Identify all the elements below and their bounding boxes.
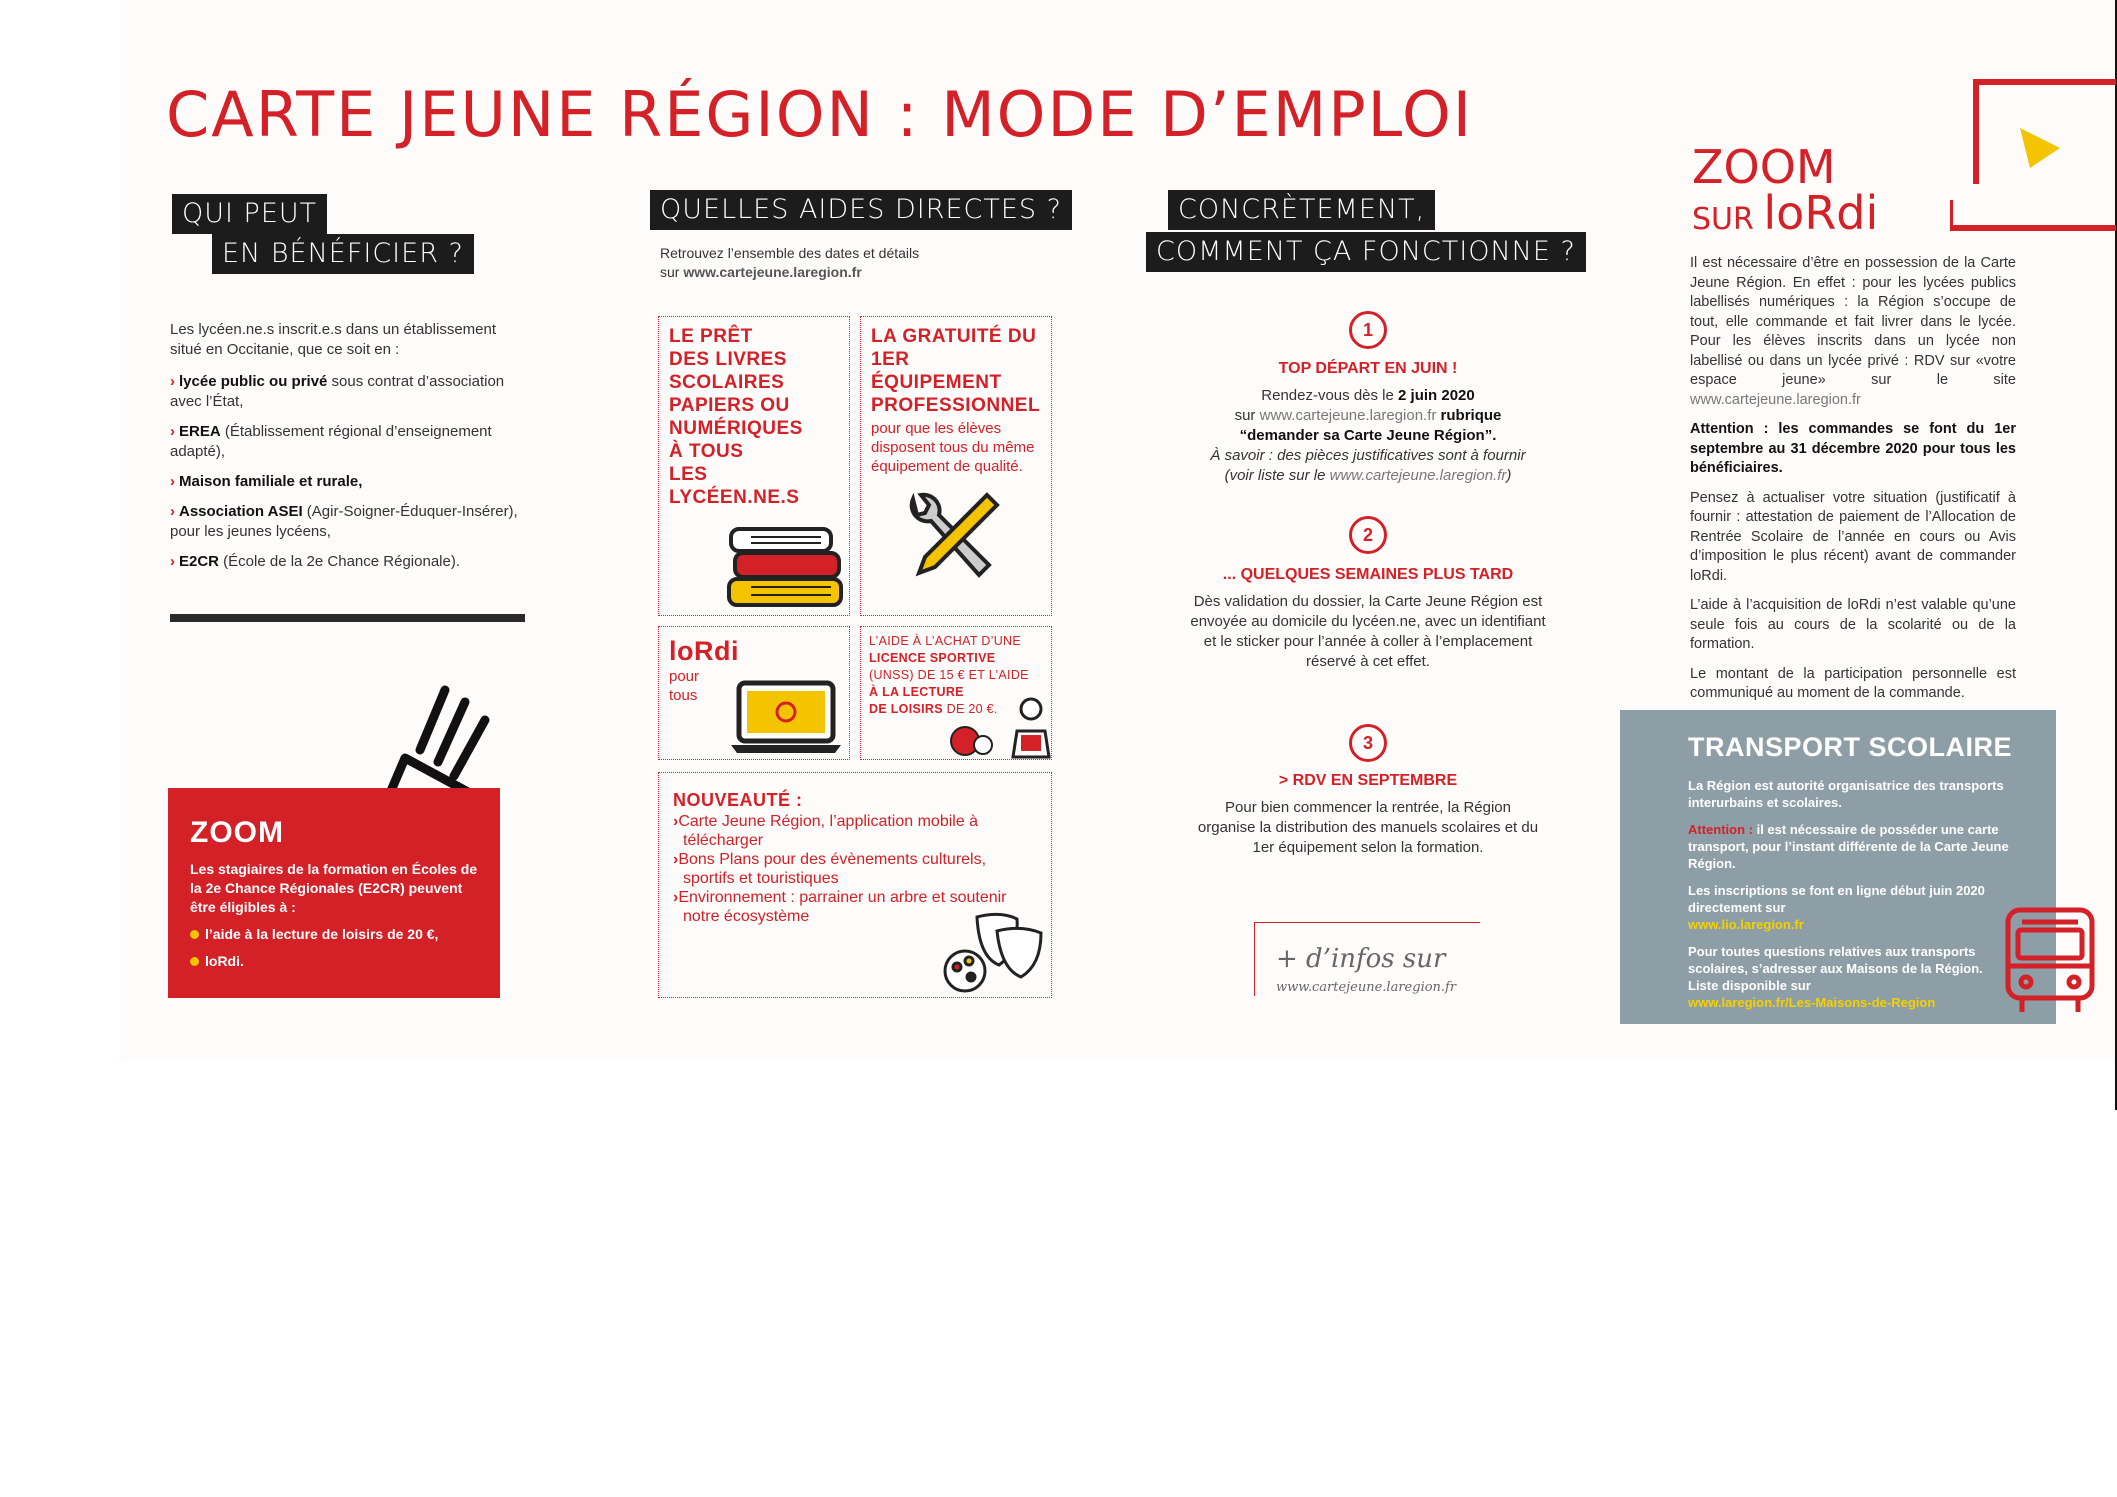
heading-en-beneficier: EN BÉNÉFICIER ? xyxy=(212,234,474,274)
lordi-p4: L’aide à l’acquisition de loRdi n’est valable qu’une seule fois au cours de la scolarité ou de la formation. xyxy=(1690,597,2016,652)
page-title: CARTE JEUNE RÉGION : MODE D’EMPLOI xyxy=(166,78,1474,151)
laptop-icon xyxy=(727,679,845,757)
step-3-text: Pour bien commencer la rentrée, la Région organise la distribution des manuels scolaires et du 1er équipement selon la formation. xyxy=(1197,799,1539,856)
eligibility-section xyxy=(170,320,525,582)
zoom-lordi-title: ZOOM SUR loRdi xyxy=(1692,140,1879,240)
cell-lordi-text: pour tous xyxy=(669,668,700,704)
aides-intro-line-2: sur www.cartejeune.laregion.fr xyxy=(660,264,862,280)
aides-intro-line-1: Retrouvez l’ensemble des dates et détails xyxy=(660,245,920,261)
bus-icon xyxy=(2000,904,2100,1016)
cell-gratuite-text: pour que les élèves disposent tous du même équipement de qualité. xyxy=(871,420,1035,475)
lordi-p1: Il est nécessaire d’être en possession de la Carte Jeune Région. En effet : pour les lycées publics labellisés numériques : la Région s’occupe de tout, elle commande et fait livrer dans le lycée. Pour les élèves inscrits dans un lycée non labellisé ou dans un lycée privé : RDV sur «votre espace jeune» sur le site xyxy=(1690,255,2016,388)
step-1-title: TOP DÉPART EN JUIN ! xyxy=(1278,360,1458,377)
zoom-e2cr-title: ZOOM xyxy=(190,816,284,849)
cell-gratuite-title: LA GRATUITÉ DU 1ER ÉQUIPEMENT PROFESSIONNEL xyxy=(871,326,1041,416)
more-info-link[interactable]: www.cartejeune.laregion.fr xyxy=(1276,980,1457,995)
books-icon xyxy=(721,523,851,613)
tools-icon xyxy=(895,487,1005,587)
eligibility-list xyxy=(170,372,525,572)
transport-link-maisons[interactable]: www.laregion.fr/Les-Maisons-de-Region xyxy=(1688,995,1936,1010)
eligibility-item: › EREA (Établissement régional d’enseignement adapté), xyxy=(170,423,492,460)
lordi-p3: Pensez à actualiser votre situation (justificatif à fournir : attestation de paiement de l’Allocation de Rentrée Scolaire de l’année en cours ou Avis d’imposition le plus récent) avant de commander loRdi. xyxy=(1690,489,2016,584)
aides-intro xyxy=(660,244,1020,282)
eligibility-item: › Maison familiale et rurale, xyxy=(170,473,363,490)
nouveaute-item: ›Bons Plans pour des évènements culturels, sportifs et touristiques xyxy=(673,851,987,887)
lordi-p5: Le montant de la participation personnelle est communiqué au moment de la commande. xyxy=(1690,665,2016,701)
zoom-e2cr-box xyxy=(168,788,500,998)
cell-gratuite-equipement xyxy=(860,316,1052,616)
step-1-link[interactable]: www.cartejeune.laregion.fr xyxy=(1259,407,1437,424)
zoom-e2cr-bullet-2: loRdi. xyxy=(190,952,478,971)
transport-box xyxy=(1620,710,2056,1024)
cell-licence-sportive xyxy=(860,626,1052,760)
step-1-badge: 1 xyxy=(1349,311,1387,349)
masks-icon xyxy=(941,911,1045,995)
zoom-e2cr-bullet-1: l’aide à la lecture de loisirs de 20 €, xyxy=(190,925,478,944)
transport-p2: Attention : il est nécessaire de posséder une carte transport, pour l’instant différente de la Carte Jeune Région. xyxy=(1688,822,2009,871)
cell-pret-livres-title: LE PRÊT DES LIVRES SCOLAIRES PAPIERS OU NUMÉRIQUES À TOUS LES LYCÉEN.NE.S xyxy=(669,326,803,508)
step-1-link-2[interactable]: www.cartejeune.laregion.fr xyxy=(1329,467,1507,484)
step-1-text: Rendez-vous dès le 2 juin 2020 sur www.cartejeune.laregion.fr rubrique “demander sa Carte Jeune Région”. À savoir : des pièces justificatives sont à fournir (voir liste sur le www.cartejeune.laregion.fr) xyxy=(1210,387,1526,484)
transport-p4: Pour toutes questions relatives aux transports scolaires, s’adresser aux Maisons de la Région. Liste disponible sur www.laregion.fr/Les-Maisons-de-Region xyxy=(1688,944,1983,1010)
cell-lordi-title: loRdi xyxy=(669,636,739,666)
step-2-text: Dès validation du dossier, la Carte Jeune Région est envoyée au domicile du lycéen.ne, avec un identifiant et le sticker pour l’année à coller à l’emplacement réservé à cet effet. xyxy=(1190,593,1546,670)
transport-title: TRANSPORT SCOLAIRE xyxy=(1688,732,2013,762)
screen-icon xyxy=(1950,76,2116,236)
sports-icon xyxy=(947,695,1053,759)
nouveaute-item: ›Environnement : parrainer un arbre et soutenir notre écosystème xyxy=(673,889,1007,925)
zoom-lordi-text xyxy=(1690,254,2016,704)
eligibility-item: › Association ASEI (Agir-Soigner-Éduquer-Insérer), pour les jeunes lycéens, xyxy=(170,503,518,540)
lordi-p2: Attention : les commandes se font du 1er septembre au 31 décembre 2020 pour tous les bénéficiaires. xyxy=(1690,421,2016,476)
nouveaute-item: ›Carte Jeune Région, l’application mobile à télécharger xyxy=(673,813,979,849)
nouveaute-title: NOUVEAUTÉ : xyxy=(673,790,803,810)
cell-nouveaute xyxy=(658,772,1052,998)
zoom-e2cr-text: Les stagiaires de la formation en Écoles de la 2e Chance Régionales (E2CR) peuvent être éligibles à : xyxy=(190,861,478,915)
transport-link-lio[interactable]: www.lio.laregion.fr xyxy=(1688,917,1804,932)
step-3-title: > RDV EN SEPTEMBRE xyxy=(1278,772,1458,789)
eligibility-item: › lycée public ou privé sous contrat d’association avec l’État, xyxy=(170,373,505,410)
eligibility-item: › E2CR (École de la 2e Chance Régionale). xyxy=(170,553,460,570)
lordi-link[interactable]: www.cartejeune.laregion.fr xyxy=(1690,391,1861,408)
nouveaute-list xyxy=(673,812,1037,926)
eligibility-intro: Les lycéen.ne.s inscrit.e.s dans un établissement situé en Occitanie, que ce soit en : xyxy=(170,321,497,358)
cell-lordi xyxy=(658,626,850,760)
bullet-dot xyxy=(190,957,199,966)
aides-link[interactable]: www.cartejeune.laregion.fr xyxy=(683,264,862,280)
heading-concretement: CONCRÈTEMENT, xyxy=(1168,190,1435,230)
cell-pret-livres xyxy=(658,316,850,616)
heading-qui-peut: QUI PEUT xyxy=(172,194,327,234)
cell-licence-text: L’AIDE À L’ACHAT D’UNE LICENCE SPORTIVE (UNSS) DE 15 € ET L’AIDE À LA LECTURE DE LOISIRS DE 20 €. xyxy=(869,634,1029,716)
transport-p3: Les inscriptions se font en ligne début juin 2020 directement sur www.lio.laregion.fr xyxy=(1688,883,1985,932)
step-2-badge: 2 xyxy=(1349,516,1387,554)
more-info-label: + d’infos sur xyxy=(1276,944,1446,974)
step-3-badge: 3 xyxy=(1349,724,1387,762)
divider xyxy=(170,614,525,622)
heading-quelles-aides: QUELLES AIDES DIRECTES ? xyxy=(650,190,1072,230)
heading-comment: COMMENT ÇA FONCTIONNE ? xyxy=(1146,232,1586,272)
transport-p1: La Région est autorité organisatrice des transports interurbains et scolaires. xyxy=(1688,778,2004,810)
bullet-dot xyxy=(190,930,199,939)
step-2-title: ... QUELQUES SEMAINES PLUS TARD xyxy=(1222,566,1514,583)
